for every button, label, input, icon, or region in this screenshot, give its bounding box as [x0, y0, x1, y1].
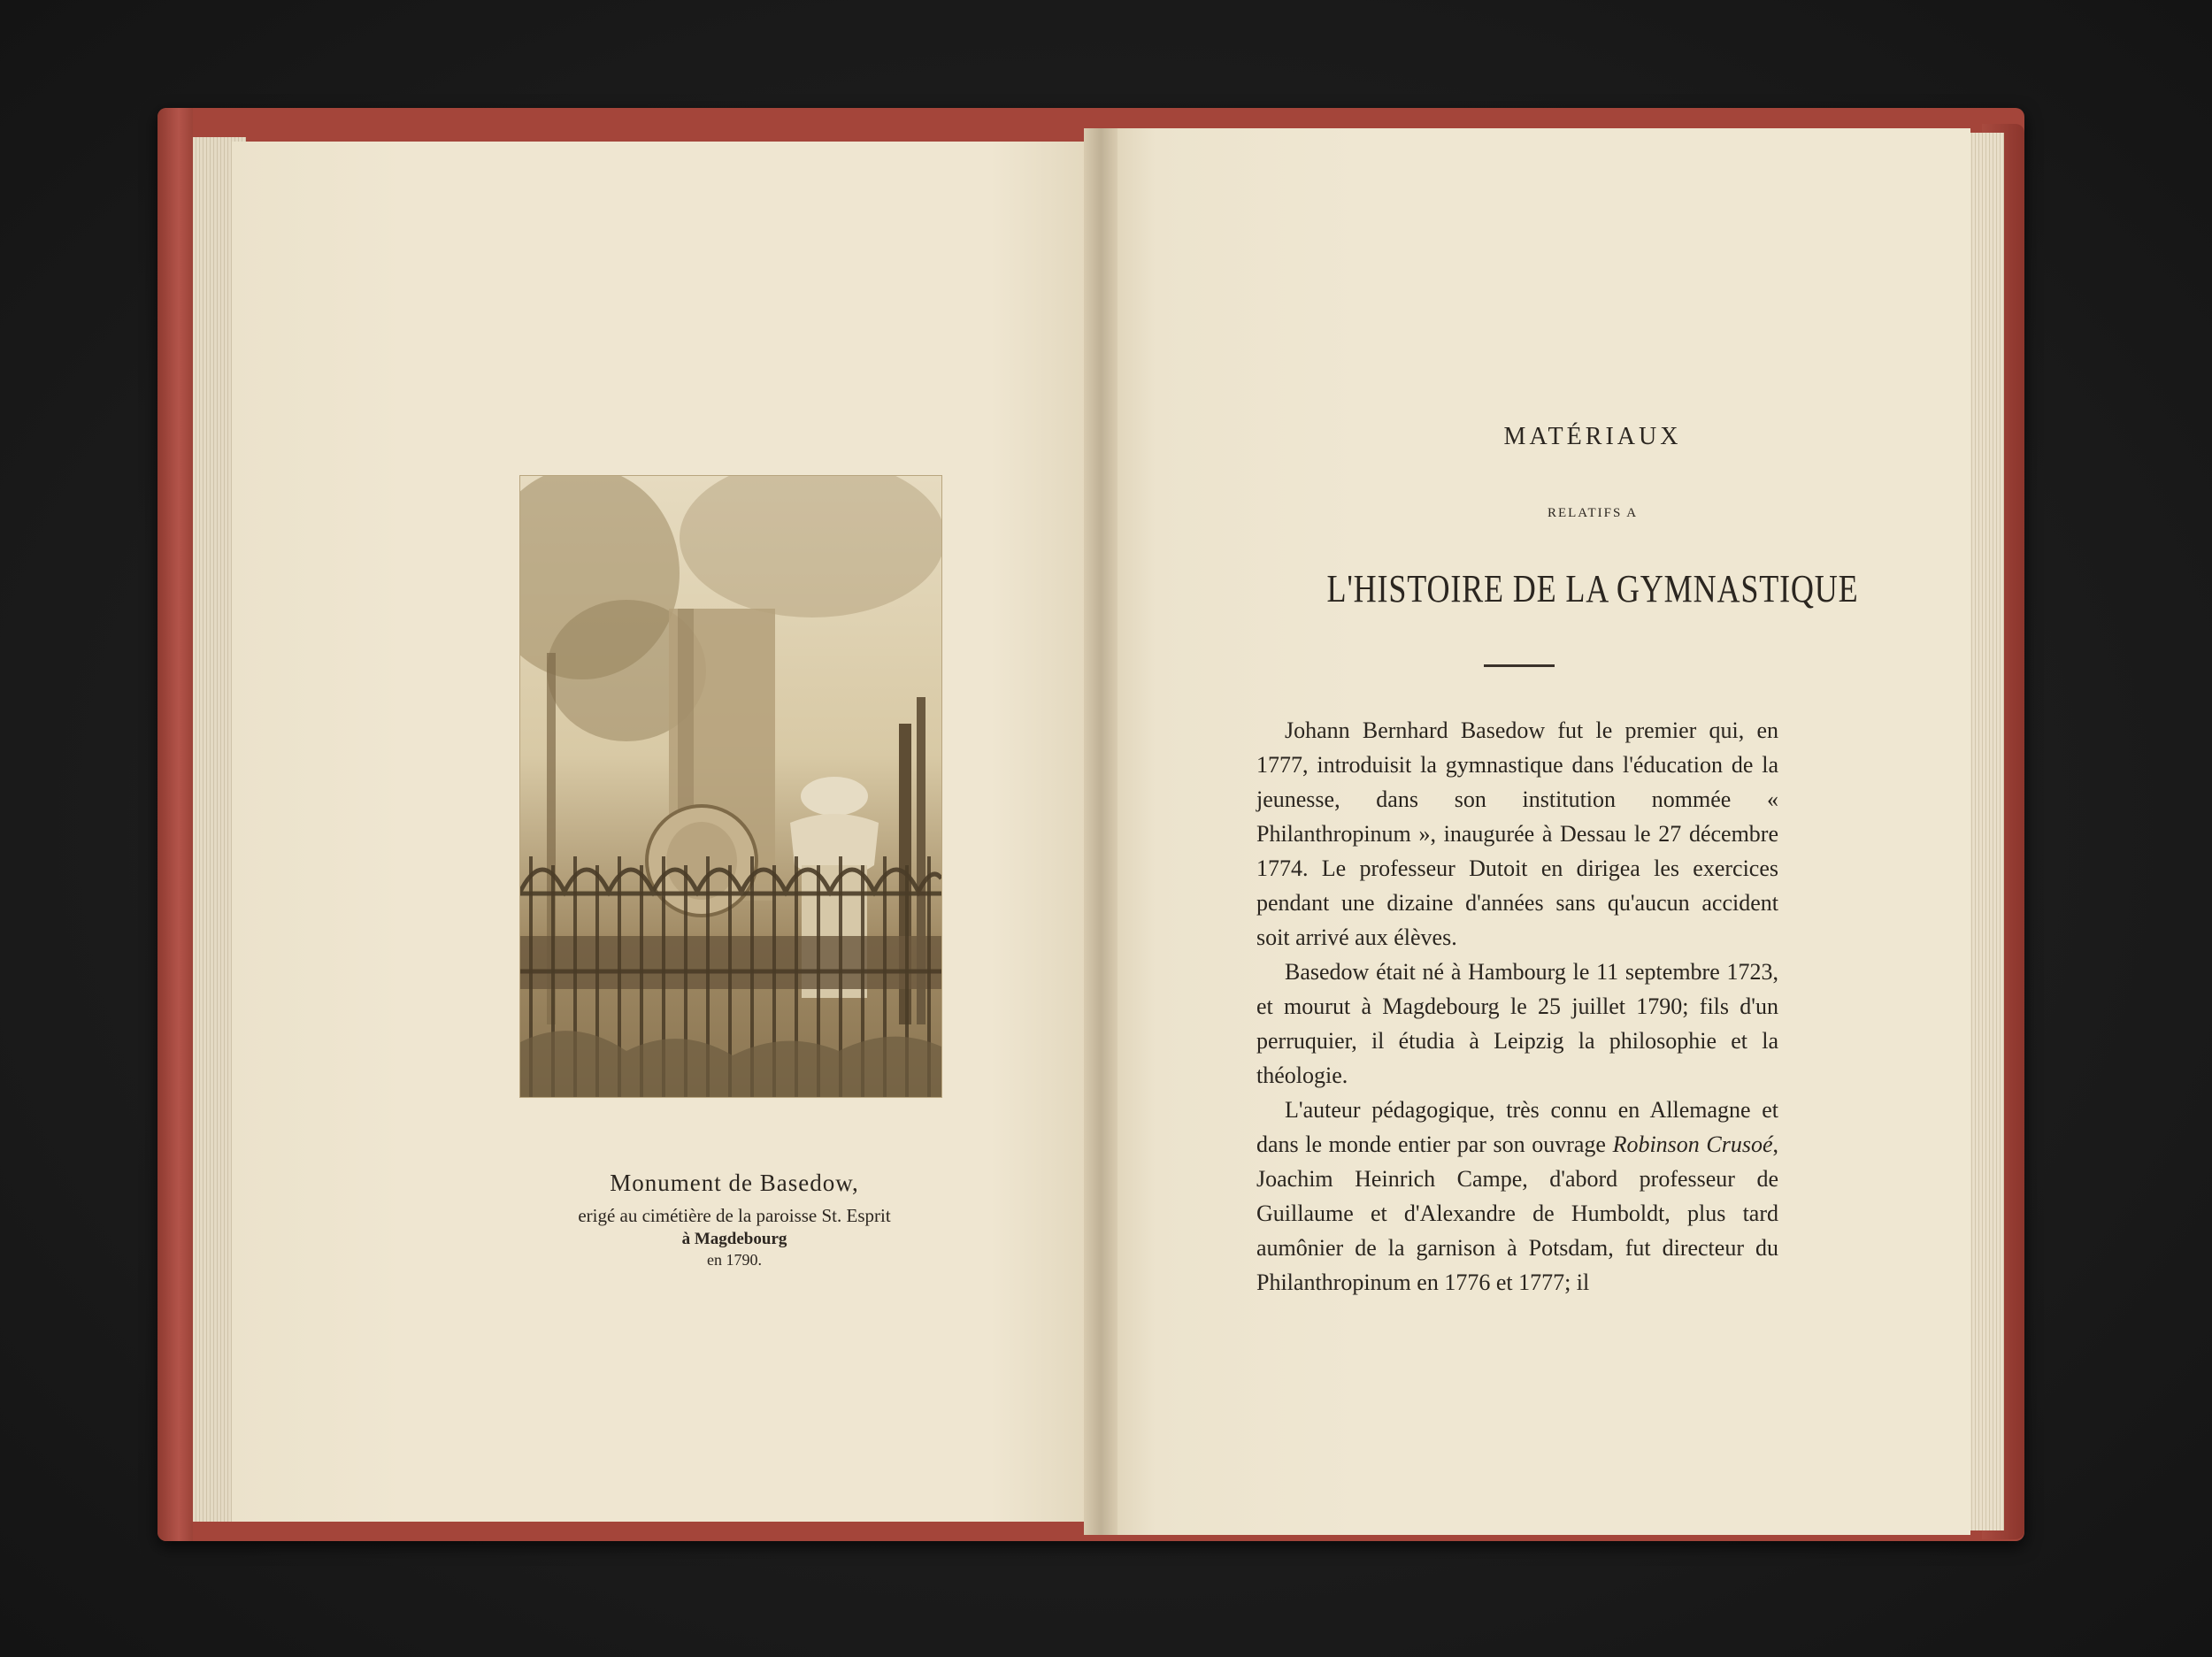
- heading-materiaux: MATÉRIAUX: [1503, 423, 1682, 450]
- book-title-robinson-crusoe: Robinson Crusoé: [1612, 1132, 1773, 1157]
- paragraph-3-before: L'auteur pédagogique, très connu en Allemagne et dans le monde entier par son ouvrage: [1256, 1097, 1778, 1157]
- photo-caption-subtitle: erigé au cimétière de la paroisse St. Esprit: [578, 1205, 891, 1226]
- paragraph-3-after: , Joachim Heinrich Campe, d'abord professeur de Guillaume et d'Alexandre de Humboldt, plus tard aumônier de la garnison à Potsdam, fut directeur du Philanthropinum en 1776 et 1777; il: [1256, 1132, 1778, 1295]
- page-stack-right: [1969, 133, 2004, 1530]
- monument-photograph-illustration: [520, 476, 941, 1097]
- paragraph-2: Basedow était né à Hambourg le 11 septembre 1723, et mourut à Magdebourg le 25 juillet 1790; fils d'un perruquier, il étudia à Leipzig la philosophie et la théologie.: [1256, 959, 1778, 1088]
- body-text: [1256, 713, 1778, 1300]
- book-gutter: [1084, 128, 1118, 1535]
- paragraph-3: [1256, 1093, 1778, 1300]
- photo-caption-title: Monument de Basedow,: [610, 1170, 859, 1196]
- paragraph-1: Johann Bernhard Basedow fut le premier qui, en 1777, introduisit la gymnastique dans l'éducation de la jeunesse, dans son institution nommée « Philanthropinum », inaugurée à Dessau le 27 décembre 1774. Le professeur Dutoit en dirigea les exercices pendant une dizaine d'années sans qu'aucun accident soit arrivé aux élèves.: [1256, 717, 1778, 950]
- photo-caption-place: à Magdebourg: [681, 1230, 787, 1248]
- cover-edge-left: [157, 108, 193, 1541]
- monument-photograph: [520, 476, 941, 1097]
- heading-histoire: L'HISTOIRE DE LA GYMNASTIQUE: [1326, 567, 1859, 610]
- photo-caption-date: en 1790.: [707, 1251, 762, 1269]
- heading-relatifs: RELATIFS A: [1547, 506, 1639, 520]
- heading-rule: [1484, 664, 1555, 667]
